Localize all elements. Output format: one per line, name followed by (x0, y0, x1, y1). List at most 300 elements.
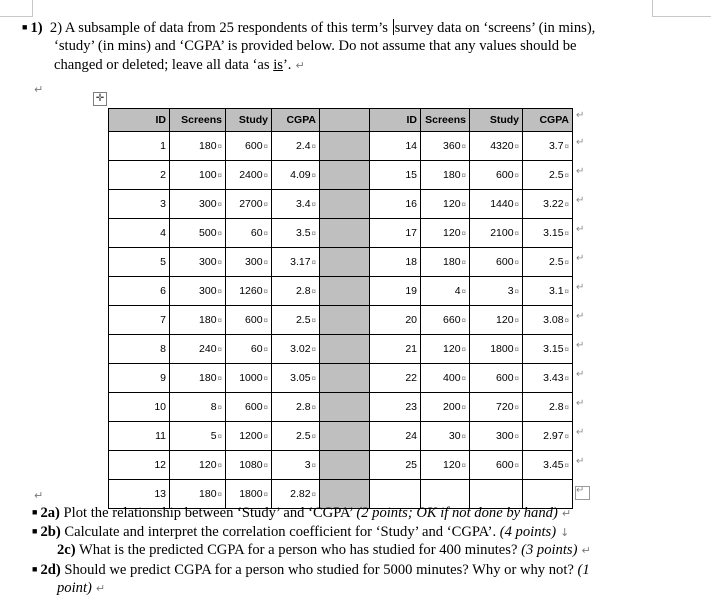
cell-end-mark-icon: ¤ (514, 316, 519, 325)
data-table (108, 108, 573, 509)
cell-end-mark-icon: ¤ (311, 142, 316, 151)
cell-value: 7 (160, 314, 166, 326)
cell-value: 12 (154, 459, 166, 471)
cell-end-mark-icon: ¤ (263, 229, 268, 238)
cell-end-mark-icon: ¤ (217, 171, 222, 180)
table-cell (272, 161, 320, 190)
table-cell (470, 393, 523, 422)
cell-value: 600 (245, 401, 263, 413)
table-cell (523, 219, 573, 248)
table-row (109, 364, 573, 393)
cell-value: 120 (496, 314, 514, 326)
table-cell (272, 248, 320, 277)
table-row (109, 306, 573, 335)
row-end-mark-icon: ↵ (576, 166, 585, 177)
table-cell (170, 335, 226, 364)
intro-text-3b: ’. (282, 57, 292, 73)
intro-text-1b: survey data on ‘screens’ (in mins), (394, 20, 596, 36)
table-cell (109, 219, 170, 248)
row-end-mark-icon: ↵ (576, 195, 585, 206)
cell-end-mark-icon: ¤ (217, 258, 222, 267)
cell-value: 4.09 (290, 169, 311, 181)
cell-value: 120 (443, 198, 461, 210)
cell-value: 16 (405, 198, 417, 210)
table-row (109, 335, 573, 364)
table-cell (226, 393, 272, 422)
table-cell (170, 248, 226, 277)
cell-end-mark-icon: ¤ (514, 200, 519, 209)
cell-value: 400 (443, 372, 461, 384)
row-end-mark-icon: ↵ (576, 369, 585, 380)
table-cell (226, 306, 272, 335)
cell-end-mark-icon: ¤ (461, 432, 466, 441)
cell-end-mark-icon: ¤ (263, 403, 268, 412)
cell-end-mark-icon: ¤ (564, 258, 569, 267)
table-cell (421, 364, 470, 393)
table-row (109, 451, 573, 480)
table-cell (109, 335, 170, 364)
table-cell (523, 132, 573, 161)
cell-end-mark-icon: ¤ (263, 287, 268, 296)
cell-value: 120 (199, 459, 217, 471)
cell-end-mark-icon: ¤ (311, 374, 316, 383)
row-end-mark-icon: ↵ (576, 340, 585, 351)
cell-value: 2.4 (295, 140, 311, 152)
cell-end-mark-icon: ¤ (217, 345, 222, 354)
header-study: Study (226, 109, 272, 132)
cell-end-mark-icon: ¤ (514, 461, 519, 470)
table-cell (370, 306, 421, 335)
table-row (109, 219, 573, 248)
table-cell (470, 422, 523, 451)
cell-value: 3 (160, 198, 166, 210)
table-cell (421, 393, 470, 422)
cell-end-mark-icon: ¤ (564, 142, 569, 151)
cell-end-mark-icon: ¤ (263, 432, 268, 441)
cell-end-mark-icon: ¤ (217, 229, 222, 238)
cell-end-mark-icon: ¤ (311, 345, 316, 354)
cell-value: 3.1 (548, 285, 564, 297)
cell-value: 2.5 (295, 314, 311, 326)
cell-value: 21 (405, 343, 417, 355)
table-cell (109, 161, 170, 190)
table-cell (470, 248, 523, 277)
q2b-label: 2b) (40, 524, 61, 540)
gap-cell (320, 190, 370, 219)
question-2b (32, 522, 569, 542)
cell-value: 600 (245, 314, 263, 326)
gap-cell (320, 161, 370, 190)
cell-end-mark-icon: ¤ (461, 461, 466, 470)
table-cell (470, 219, 523, 248)
table-cell (226, 364, 272, 393)
cell-value: 17 (405, 227, 417, 239)
cell-value: 6 (160, 285, 166, 297)
cell-value: 2.5 (548, 256, 564, 268)
cell-end-mark-icon: ¤ (564, 432, 569, 441)
page-corner-mark-right (652, 0, 711, 17)
text-cursor (393, 19, 394, 35)
table-cell (226, 248, 272, 277)
cell-value: 8 (210, 401, 217, 413)
question-number: 1) (30, 20, 43, 36)
table-cell (421, 219, 470, 248)
cell-value: 600 (496, 256, 514, 268)
table-cell (109, 364, 170, 393)
table-cell (272, 190, 320, 219)
cell-value: 1000 (239, 372, 263, 384)
cell-value: 1800 (239, 488, 263, 500)
cell-value: 300 (245, 256, 263, 268)
cell-value: 5 (210, 430, 217, 442)
cell-value: 360 (443, 140, 461, 152)
cell-end-mark-icon: ¤ (564, 200, 569, 209)
cell-end-mark-icon: ¤ (461, 287, 466, 296)
table-cell (272, 364, 320, 393)
row-end-mark-icon: ↵ (576, 456, 585, 467)
table-cell (421, 451, 470, 480)
question-2d (32, 560, 590, 580)
cell-end-mark-icon: ¤ (461, 374, 466, 383)
table-row (109, 277, 573, 306)
q2b-text: Calculate and interpret the correlation coefficient for ‘Study’ and ‘CGPA’. (60, 524, 500, 540)
table-cell (109, 393, 170, 422)
table-cell (109, 248, 170, 277)
table-cell (370, 248, 421, 277)
cell-value: 2 (160, 169, 166, 181)
q2c-text: What is the predicted CGPA for a person who has studied for 400 minutes? (75, 542, 522, 558)
cell-value: 4 (454, 285, 461, 297)
cell-value: 3.5 (295, 227, 311, 239)
cell-end-mark-icon: ¤ (217, 316, 222, 325)
cell-end-mark-icon: ¤ (461, 258, 466, 267)
cell-value: 3.17 (290, 256, 311, 268)
q2c-label: 2c) (57, 542, 76, 558)
cell-value: 3.22 (543, 198, 564, 210)
table-row (109, 132, 573, 161)
cell-value: 4 (160, 227, 166, 239)
cell-value: 4320 (490, 140, 514, 152)
return-mark-icon: ↵ (95, 582, 106, 595)
table-cell (272, 132, 320, 161)
table-cell (109, 306, 170, 335)
table-cell (272, 219, 320, 248)
cell-end-mark-icon: ¤ (311, 200, 316, 209)
q2d-label: 2d) (40, 562, 61, 578)
cell-end-mark-icon: ¤ (311, 316, 316, 325)
table-cell (170, 219, 226, 248)
cell-value: 25 (405, 459, 417, 471)
table-cell (226, 422, 272, 451)
bullet-icon: ■ (32, 564, 38, 574)
cell-value: 14 (405, 140, 417, 152)
cell-value: 3.43 (543, 372, 564, 384)
table-cell (272, 422, 320, 451)
header-screens-2: Screens (421, 109, 470, 132)
table-cell (470, 190, 523, 219)
q2d-text: Should we predict CGPA for a person who studied for 5000 minutes? Why or why not? (60, 562, 578, 578)
intro-line-1 (22, 18, 595, 38)
row-end-mark-icon: ↵ (576, 137, 585, 148)
gap-cell (320, 277, 370, 306)
cell-value: 100 (199, 169, 217, 181)
cell-end-mark-icon: ¤ (263, 490, 268, 499)
cell-end-mark-icon: ¤ (217, 142, 222, 151)
table-cell (226, 161, 272, 190)
table-cell (170, 132, 226, 161)
row-end-mark-icon: ↵ (576, 282, 585, 293)
cell-value: 600 (496, 459, 514, 471)
bullet-icon: ■ (22, 22, 28, 32)
table-cell (421, 161, 470, 190)
q2b-points: (4 points) (499, 524, 557, 540)
q2a-label: 2a) (40, 505, 60, 521)
table-cell (370, 422, 421, 451)
cell-end-mark-icon: ¤ (564, 229, 569, 238)
cell-value: 2700 (239, 198, 263, 210)
cell-end-mark-icon: ¤ (564, 316, 569, 325)
bullet-icon: ■ (32, 507, 38, 517)
table-cell (170, 277, 226, 306)
row-end-mark-icon: ↵ (576, 485, 585, 496)
cell-end-mark-icon: ¤ (263, 461, 268, 470)
cell-end-mark-icon: ¤ (217, 461, 222, 470)
table-cell (523, 422, 573, 451)
cell-value: 2100 (490, 227, 514, 239)
table-cell (370, 393, 421, 422)
table-cell (226, 277, 272, 306)
row-end-mark-icon: ↵ (576, 110, 585, 121)
cell-value: 1260 (239, 285, 263, 297)
cell-value: 1 (160, 140, 166, 152)
table-cell (523, 161, 573, 190)
q2a-points: (2 points; OK if not done by hand) (356, 505, 558, 521)
header-id-2: ID (370, 109, 421, 132)
cell-value: 180 (199, 488, 217, 500)
cell-end-mark-icon: ¤ (514, 229, 519, 238)
cell-end-mark-icon: ¤ (311, 229, 316, 238)
cell-end-mark-icon: ¤ (461, 403, 466, 412)
table-cell (170, 161, 226, 190)
cell-end-mark-icon: ¤ (263, 142, 268, 151)
cell-value: 660 (443, 314, 461, 326)
after-table-mark-icon: ↵ (34, 489, 44, 502)
page-corner-mark-left (0, 0, 33, 17)
header-cgpa: CGPA (272, 109, 320, 132)
cell-end-mark-icon: ¤ (217, 200, 222, 209)
cell-value: 180 (199, 372, 217, 384)
table-cell (170, 451, 226, 480)
q2c-points: (3 points) (521, 542, 578, 558)
cell-value: 23 (405, 401, 417, 413)
cell-value: 120 (443, 459, 461, 471)
cell-end-mark-icon: ¤ (564, 374, 569, 383)
intro-line-3 (54, 56, 305, 75)
cell-end-mark-icon: ¤ (263, 345, 268, 354)
cell-end-mark-icon: ¤ (514, 287, 519, 296)
cell-end-mark-icon: ¤ (461, 200, 466, 209)
cell-value: 300 (199, 285, 217, 297)
table-move-handle-icon[interactable]: ✛ (93, 92, 107, 106)
cell-end-mark-icon: ¤ (217, 432, 222, 441)
cell-value: 1080 (239, 459, 263, 471)
cell-value: 1200 (239, 430, 263, 442)
cell-value: 240 (199, 343, 217, 355)
cell-value: 120 (443, 227, 461, 239)
table-cell (272, 393, 320, 422)
table-cell (272, 277, 320, 306)
table-cell (421, 132, 470, 161)
table-cell (170, 364, 226, 393)
table-cell (370, 219, 421, 248)
cell-end-mark-icon: ¤ (311, 258, 316, 267)
cell-end-mark-icon: ¤ (461, 229, 466, 238)
cell-value: 3.7 (548, 140, 564, 152)
table-cell (421, 422, 470, 451)
cell-end-mark-icon: ¤ (514, 171, 519, 180)
table-cell (370, 277, 421, 306)
header-study-2: Study (470, 109, 523, 132)
gap-cell (320, 393, 370, 422)
cell-value: 600 (245, 140, 263, 152)
table-cell (272, 451, 320, 480)
cell-value: 3.45 (543, 459, 564, 471)
table-cell (523, 335, 573, 364)
q2a-text: Plot the relationship between ‘Study’ and ‘CGPA’ (59, 505, 357, 521)
cell-value: 11 (155, 430, 166, 442)
cell-end-mark-icon: ¤ (564, 403, 569, 412)
question-2d-cont (57, 579, 105, 598)
empty-paragraph-mark-icon: ↵ (34, 83, 44, 96)
cell-value: 10 (154, 401, 166, 413)
table-cell (109, 190, 170, 219)
table-row (109, 248, 573, 277)
table-cell (370, 364, 421, 393)
cell-value: 300 (199, 256, 217, 268)
table-cell (170, 393, 226, 422)
table-cell (421, 277, 470, 306)
gap-cell (320, 335, 370, 364)
cell-value: 2.5 (295, 430, 311, 442)
cell-end-mark-icon: ¤ (514, 345, 519, 354)
table-cell (470, 132, 523, 161)
cell-end-mark-icon: ¤ (311, 287, 316, 296)
cell-end-mark-icon: ¤ (564, 461, 569, 470)
return-mark-icon: ↵ (295, 59, 305, 72)
header-gap (320, 109, 370, 132)
cell-value: 180 (199, 140, 217, 152)
cell-value: 120 (443, 343, 461, 355)
table-cell (226, 132, 272, 161)
cell-value: 3 (507, 285, 514, 297)
cell-value: 200 (443, 401, 461, 413)
cell-end-mark-icon: ¤ (461, 316, 466, 325)
return-mark-icon: ↵ (581, 544, 591, 557)
table-cell (470, 306, 523, 335)
cell-value: 3 (304, 459, 311, 471)
cell-value: 500 (199, 227, 217, 239)
cell-end-mark-icon: ¤ (514, 142, 519, 151)
gap-cell (320, 132, 370, 161)
cell-end-mark-icon: ¤ (461, 142, 466, 151)
table-cell (226, 219, 272, 248)
cell-end-mark-icon: ¤ (217, 490, 222, 499)
row-end-mark-icon: ↵ (576, 427, 585, 438)
table-row (109, 422, 573, 451)
question-2c (57, 541, 591, 560)
cell-value: 3.15 (543, 343, 564, 355)
cell-value: 2.8 (548, 401, 564, 413)
cell-value: 20 (405, 314, 417, 326)
intro-line-2: ‘study’ (in mins) and ‘CGPA’ is provided below. Do not assume that any values should be (54, 38, 577, 54)
cell-value: 1800 (490, 343, 514, 355)
table-cell (370, 190, 421, 219)
table-cell (523, 393, 573, 422)
cell-value: 22 (405, 372, 417, 384)
cell-value: 60 (250, 227, 263, 239)
cell-end-mark-icon: ¤ (461, 171, 466, 180)
return-mark-icon: ↵ (561, 507, 572, 520)
cell-value: 600 (496, 372, 514, 384)
table-cell (370, 161, 421, 190)
table-cell (272, 335, 320, 364)
gap-cell (320, 248, 370, 277)
cell-value: 300 (496, 430, 514, 442)
table-row (109, 161, 573, 190)
table-cell (170, 306, 226, 335)
gap-cell (320, 364, 370, 393)
cell-end-mark-icon: ¤ (564, 171, 569, 180)
cell-end-mark-icon: ¤ (514, 374, 519, 383)
header-cgpa-2: CGPA (523, 109, 573, 132)
intro-text-1a: 2) A subsample of data from 25 respondents of this term’s (49, 20, 392, 36)
row-end-mark-icon: ↵ (576, 311, 585, 322)
cell-end-mark-icon: ¤ (263, 258, 268, 267)
bullet-icon: ■ (32, 526, 38, 536)
cell-value: 180 (443, 256, 461, 268)
table-cell (523, 364, 573, 393)
cell-end-mark-icon: ¤ (217, 403, 222, 412)
cell-end-mark-icon: ¤ (263, 374, 268, 383)
cell-value: 2.5 (548, 169, 564, 181)
intro-text-3a: changed or deleted; leave all data ‘as (54, 57, 274, 73)
cell-end-mark-icon: ¤ (311, 403, 316, 412)
table-cell (421, 190, 470, 219)
cell-value: 2.97 (543, 430, 564, 442)
cell-value: 24 (405, 430, 417, 442)
table-cell (523, 306, 573, 335)
table-cell (170, 190, 226, 219)
cell-value: 3.08 (543, 314, 564, 326)
q2d-points-a: (1 (577, 562, 590, 578)
table-cell (523, 451, 573, 480)
table-cell (470, 277, 523, 306)
line-break-icon: ↓ (560, 526, 570, 539)
question-2a (32, 503, 571, 523)
cell-value: 180 (199, 314, 217, 326)
cell-end-mark-icon: ¤ (311, 432, 316, 441)
cell-end-mark-icon: ¤ (514, 403, 519, 412)
cell-end-mark-icon: ¤ (217, 287, 222, 296)
cell-end-mark-icon: ¤ (217, 374, 222, 383)
cell-value: 300 (199, 198, 217, 210)
table-cell (421, 248, 470, 277)
cell-value: 60 (250, 343, 263, 355)
table-cell (109, 132, 170, 161)
cell-value: 2400 (239, 169, 263, 181)
table-cell (370, 132, 421, 161)
row-end-mark-icon: ↵ (576, 398, 585, 409)
